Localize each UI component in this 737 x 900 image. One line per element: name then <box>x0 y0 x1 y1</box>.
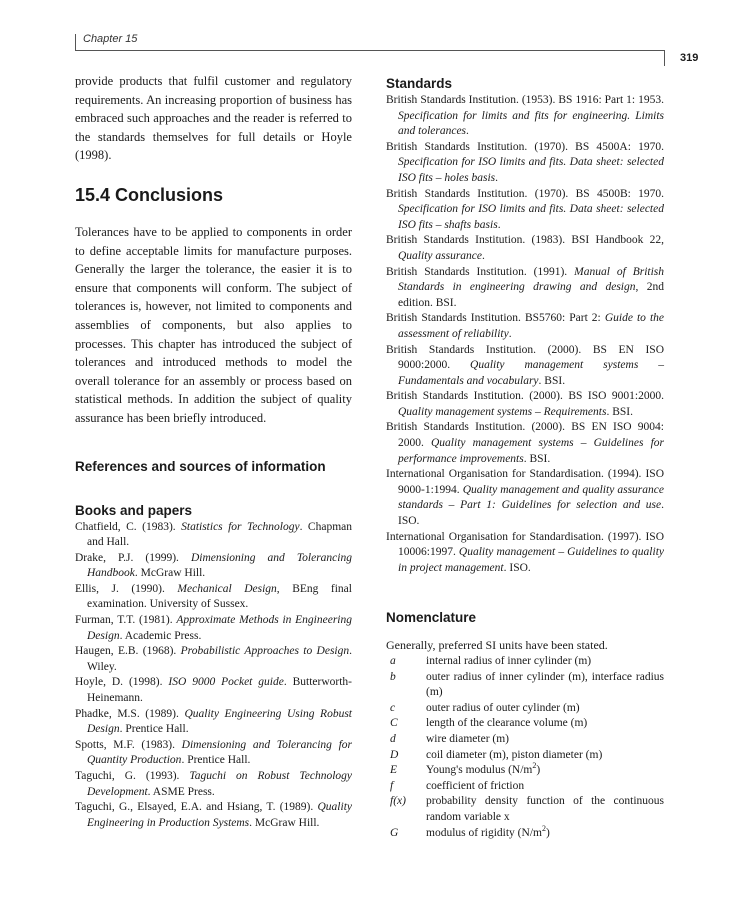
ref-publisher: . <box>497 218 501 231</box>
ref-publisher: . <box>482 249 485 262</box>
book-reference <box>75 520 352 551</box>
nomenclature-definition <box>426 732 664 748</box>
nomenclature-row <box>386 701 664 717</box>
standard-reference <box>386 311 664 342</box>
ref-publisher: . McGraw Hill. <box>249 816 320 829</box>
conclusion-paragraph: Tolerances have to be applied to components in order to define acceptable limits for manufacture purposes. Generally the larger the tolerance, the easier it is to ensure that components will conform. The subject of tolerances is, however, not limited to components and assemblies of components, but also applies to processes. This chapter has introduced the subject of tolerances and introduced methods to model the overall tolerance for an assembly or process based on statistical methods. In addition the subject of quality assurance has been briefly introduced. <box>75 224 352 425</box>
nomenclature-definition <box>426 654 664 670</box>
standard-reference <box>386 343 664 390</box>
nomenclature-row <box>386 763 664 779</box>
standard-reference <box>386 389 664 420</box>
ref-authors: British Standards Institution. (1983). BSI Handbook 22, <box>386 234 664 247</box>
ref-authors: British Standards Institution. (1970). BS 4500B: 1970. <box>386 187 664 200</box>
ref-authors: Ellis, J. (1990). <box>75 582 178 595</box>
nomenclature-symbol: d <box>390 732 396 745</box>
nomenclature-definition <box>426 701 664 717</box>
ref-authors: British Standards Institution. (2000). BS EN ISO 9000:2000. <box>386 343 664 372</box>
ref-title: Quality management – Guidelines to quality in project management <box>398 546 665 574</box>
ref-title: Quality assurance <box>398 249 483 262</box>
ref-publisher: . Chapman and Hall. <box>87 520 352 549</box>
ref-publisher: . Wiley. <box>87 645 353 673</box>
ref-authors: British Standards Institution. (1991). <box>386 265 575 278</box>
superscript: 2 <box>541 823 546 833</box>
ref-authors: British Standards Institution. BS5760: Part 2: <box>386 312 605 325</box>
ref-title: Manual of British Standards in engineering drawing and design <box>398 265 665 294</box>
standard-reference <box>386 467 664 529</box>
ref-title: Quality management systems – Requirements <box>398 405 607 418</box>
definition-text: wire diameter (m) <box>426 732 510 745</box>
ref-title: Specification for ISO limits and fits. Data sheet: selected ISO fits – shafts basis <box>398 203 664 231</box>
ref-publisher: . ASME Press. <box>147 785 215 798</box>
nomenclature-row <box>386 716 664 732</box>
ref-title: Mechanical Design <box>177 582 277 595</box>
nomenclature-definition <box>426 779 664 795</box>
ref-title: Probabilistic Approaches to Design <box>180 645 350 658</box>
nomenclature-heading: Nomenclature <box>386 610 477 626</box>
book-reference <box>75 707 352 738</box>
books-list <box>75 520 352 832</box>
ref-authors: Furman, T.T. (1981). <box>75 614 177 627</box>
ref-publisher: . BSI. <box>523 452 551 465</box>
ref-title: Quality Engineering in Production Systems <box>87 801 352 829</box>
nomenclature-definition <box>426 670 664 701</box>
definition-tail: ) <box>545 826 550 839</box>
header-rule <box>75 50 665 51</box>
header-rule-left <box>75 34 76 50</box>
nomenclature-symbol: D <box>390 748 399 761</box>
ref-title: Quality Engineering Using Robust Design <box>87 707 352 736</box>
nomenclature-row <box>386 732 664 748</box>
ref-publisher: . Prentice Hall. <box>119 723 189 736</box>
nomenclature-list <box>386 654 664 841</box>
books-heading: Books and papers <box>75 502 193 518</box>
ref-title: Guide to the assessment of reliability <box>398 312 664 340</box>
ref-publisher: . Academic Press. <box>119 629 202 642</box>
ref-title: Quality management systems – Fundamentals and vocabulary <box>398 359 664 387</box>
ref-authors: Taguchi, G., Elsayed, E.A. and Hsiang, T. (1989). <box>75 801 318 814</box>
definition-text: coil diameter (m), piston diameter (m) <box>426 748 603 761</box>
ref-title: Taguchi on Robust Technology Development <box>87 770 352 798</box>
ref-publisher: . BSI. <box>538 374 566 387</box>
book-reference <box>75 644 352 675</box>
nomenclature-symbol: b <box>390 670 396 683</box>
definition-text: outer radius of inner cylinder (m), interface radius (m) <box>426 670 664 699</box>
ref-title: Approximate Methods in Engineering Design <box>87 614 352 642</box>
ref-authors: Haugen, E.B. (1968). <box>75 645 181 658</box>
ref-publisher: , BEng final examination. University of Sussex. <box>87 582 352 611</box>
nomenclature-row <box>386 654 664 670</box>
book-reference <box>75 582 352 613</box>
ref-publisher: . <box>495 171 498 184</box>
ref-authors: Drake, P.J. (1999). <box>75 551 191 564</box>
nomenclature-row <box>386 670 664 701</box>
running-header-chapter: Chapter 15 <box>83 33 138 45</box>
header-rule-right <box>664 50 665 66</box>
ref-authors: Phadke, M.S. (1989). <box>75 707 185 720</box>
ref-title: ISO 9000 Pocket guide <box>168 676 284 689</box>
book-reference <box>75 800 352 831</box>
definition-text: probability density function of the continuous random variable x <box>426 795 664 823</box>
nomenclature-symbol: c <box>390 701 396 714</box>
nomenclature-symbol: f <box>390 779 394 792</box>
nomenclature-symbol: E <box>390 764 398 777</box>
left-column <box>75 72 352 831</box>
ref-authors: British Standards Institution. (1970). BS 4500A: 1970. <box>386 140 664 153</box>
ref-publisher: . BSI. <box>606 405 633 418</box>
ref-publisher: . Prentice Hall. <box>181 754 251 767</box>
definition-text: modulus of rigidity (N/m <box>426 826 542 839</box>
standard-reference <box>386 530 664 577</box>
standard-reference <box>386 140 664 187</box>
ref-publisher: . <box>466 125 469 138</box>
ref-authors: British Standards Institution. (2000). BS ISO 9001:2000. <box>386 390 664 403</box>
book-reference <box>75 738 352 769</box>
ref-authors: Chatfield, C. (1983). <box>75 520 182 533</box>
definition-text: length of the clearance volume (m) <box>426 717 588 730</box>
nomenclature-symbol: f(x) <box>390 795 406 808</box>
definition-tail: ) <box>536 764 541 777</box>
standard-reference <box>386 265 664 312</box>
nomenclature-symbol: a <box>390 655 396 667</box>
intro-paragraph: provide products that fulfil customer and regulatory requirements. An increasing proportion of business has embraced such approaches and the reader is referred to the standards themselves for full details or Hoyle (1998). <box>75 74 352 163</box>
nomenclature-definition <box>426 716 664 732</box>
ref-authors: Spotts, M.F. (1983). <box>75 738 182 751</box>
standard-reference <box>386 420 664 467</box>
nomenclature-definition <box>426 748 664 764</box>
ref-authors: British Standards Institution. (2000). BS EN ISO 9004: 2000. <box>386 421 664 450</box>
book-reference <box>75 613 352 644</box>
nomenclature-definition <box>426 763 664 779</box>
standard-reference <box>386 93 664 140</box>
page-number: 319 <box>680 52 699 64</box>
ref-title: Quality management and quality assurance standards – Part 1: Guidelines for selection and use <box>398 483 664 512</box>
nomenclature-row <box>386 794 664 825</box>
book-reference <box>75 551 352 582</box>
superscript: 2 <box>532 761 537 771</box>
definition-text: internal radius of inner cylinder (m) <box>426 655 592 667</box>
nomenclature-definition <box>426 823 664 842</box>
ref-title: Dimensioning and Tolerancing Handbook <box>87 551 352 580</box>
nomenclature-row <box>386 779 664 795</box>
nomenclature-row <box>386 748 664 764</box>
ref-publisher: . McGraw Hill. <box>134 567 206 580</box>
ref-title: Statistics for Technology <box>181 520 300 533</box>
definition-text: outer radius of outer cylinder (m) <box>426 701 580 714</box>
section-title: 15.4 Conclusions <box>75 184 224 205</box>
ref-title: Quality management systems – Guidelines for performance improvements <box>398 437 664 465</box>
nomenclature-intro: Generally, preferred SI units have been stated. <box>386 638 608 653</box>
ref-title: Dimensioning and Tolerancing for Quantity Production <box>87 738 353 767</box>
book-reference <box>75 769 352 800</box>
ref-authors: British Standards Institution. (1953). BS 1916: Part 1: 1953. <box>386 94 664 106</box>
nomenclature-symbol: C <box>390 717 398 730</box>
standard-reference <box>386 233 664 264</box>
book-reference <box>75 675 352 706</box>
definition-text: Young's modulus (N/m <box>426 764 533 777</box>
standards-list <box>386 93 664 576</box>
ref-title: Specification for ISO limits and fits. Data sheet: selected ISO fits – holes basis <box>398 156 664 184</box>
ref-publisher: . <box>508 327 512 340</box>
ref-publisher: . Butterworth-Heinemann. <box>87 676 353 705</box>
right-column <box>386 72 664 841</box>
ref-publisher: . ISO. <box>503 561 531 574</box>
ref-authors: Hoyle, D. (1998). <box>75 676 169 689</box>
ref-publisher: . ISO. <box>398 499 664 528</box>
definition-text: coefficient of friction <box>426 779 525 792</box>
nomenclature-symbol: G <box>390 826 399 839</box>
standards-heading: Standards <box>386 76 453 91</box>
nomenclature-row <box>386 823 664 842</box>
ref-authors: International Organisation for Standardisation. (1997). ISO 10006:1997. <box>386 530 664 559</box>
ref-publisher: , 2nd edition. BSI. <box>398 281 664 309</box>
references-heading: References and sources of information <box>75 458 326 474</box>
ref-authors: International Organisation for Standardisation. (1994). ISO 9000-1:1994. <box>386 468 664 496</box>
nomenclature-definition <box>426 794 664 825</box>
standard-reference <box>386 187 664 234</box>
ref-authors: Taguchi, G. (1993). <box>75 770 190 782</box>
ref-title: Specification for limits and fits for engineering. Limits and tolerances <box>398 109 664 138</box>
